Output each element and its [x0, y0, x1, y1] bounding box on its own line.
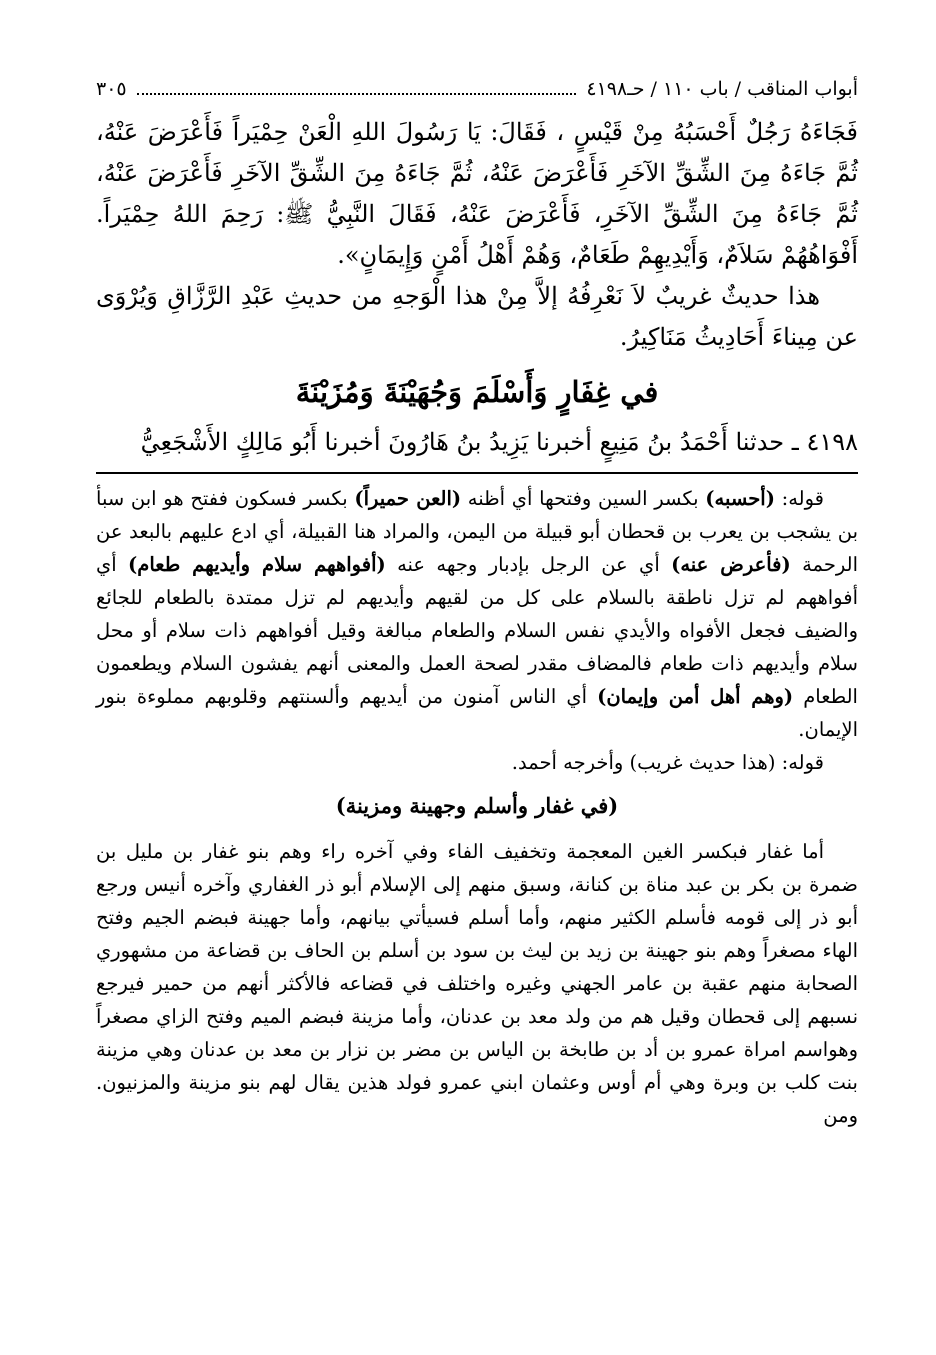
- commentary-subheading: (في غفار وأسلم وجهينة ومزينة): [335, 793, 619, 818]
- running-header: [96, 78, 858, 112]
- commentary-text: بكسر فسكون ففتح هو ابن سبأ بن يشجب بن يعرب بن قحطان أبو قبيلة من اليمن، والمراد هنا القبيلة، أي ادع عليهم بالبعد عن الرحمة: [96, 487, 858, 576]
- book-page: [96, 78, 858, 1132]
- header-dot-leader: [137, 93, 577, 95]
- commentary-keyword: (وهم أهل أمن وإيمان): [597, 685, 794, 708]
- commentary-keyword: (أحسبه): [705, 487, 775, 510]
- commentary-paragraph-1: [96, 482, 858, 746]
- isnad-line: ٤١٩٨ ـ حدثنا أَحْمَدُ بنُ مَنِيعٍ أخبرنا يَزِيدُ بنُ هَارُونَ أخبرنا أَبُو مَالِكٍ الأَشْجَعِيُّ: [140, 428, 858, 456]
- commentary-keyword: (فأعرض عنه): [671, 553, 791, 576]
- commentary-text: أي أفواههم لم تزل ناطقة بالسلام على كل من لقيهم وأيديهم لم تزل ممتدة بالطعام للجائع والضيف فجعل الأفواه والأيدي نفس السلام والطعام مبالغة وقيل أفواههم ذات سلام أو محل سلام وأيديهم ذات طعام فالمضاف مقدر لصحة العمل والمعنى أنهم يفشون السلام ويطعمون الطعام: [96, 553, 858, 708]
- commentary-text: بكسر السين وفتحها أي أظنه: [461, 487, 706, 510]
- commentary: [96, 482, 858, 1132]
- tirmidhi-note: هذا حديثٌ غريبٌ لاَ نَعْرِفُهُ إلاَّ مِنْ هذا الْوَجهِ من حديثِ عَبْدِ الرَّزَّاقِ وَيُرْوَى عن مِيناءَ أَحَادِيثُ مَنَاكِيرُ.: [96, 282, 858, 351]
- commentary-keyword: (العن حميراً): [354, 487, 462, 510]
- commentary-text: أي الناس آمنون من أيديهم وألسنتهم وقلوبهم مملوءة بنور الإيمان.: [96, 685, 858, 741]
- running-title: أبواب المناقب / باب ١١٠ / حـ٤١٩٨: [586, 78, 858, 100]
- chapter-title: في غِفَارٍ وَأَسْلَمَ وَجُهَيْنَةَ وَمُزَيْنَةَ: [295, 375, 659, 409]
- page-number: ٣٠٥: [96, 78, 127, 100]
- commentary-keyword: (أفواههم سلام وأيديهم طعام): [128, 553, 386, 576]
- commentary-paragraph-3: أما غفار فبكسر الغين المعجمة وتخفيف الفاء وفي آخره راء وهم بنو غفار بن مليل بن ضمرة بن بكر بن عبد مناة بن كنانة، وسبق منهم إلى الإسلام أبو ذر الغفاري وآخره أنيس ورجع أبو ذر إلى قومه فأسلم الكثير منهم، وأما أسلم فسيأتي بيانهم، وأما جهينة فبضم الجيم وفتح الهاء مصغراً وهم بنو جهينة بن زيد بن ليث بن سود بن أسلم بن الحاف بن قضاعة من مشهوري الصحابة منهم عقبة بن عامر الجهني وغيره واختلف في قضاعه فالأكثر أنهم من حمير فيرجع نسبهم إلى قحطان وقيل هم من ولد معد بن عدنان، وأما مزينة فبضم الميم وفتح الزاي مصغراً وهواسم امراة عمرو بن أد بن طابخة بن الياس بن مضر بن نزار بن معد بن عدنان وهي مزينة بنت كلب بن وبرة وهي أم أوس وعثمان ابني عمرو فولد هذين يقال لهم بنو مزينة والمزنيون. ومن: [96, 840, 858, 1127]
- footnote-divider: [96, 472, 858, 474]
- commentary-text: قوله:: [774, 487, 825, 510]
- hadith-text: فَجَاءَهُ رَجُلٌ أَحْسَبُهُ مِنْ قَيْسٍ ، فَقَالَ: يَا رَسُولَ اللهِ الْعَنْ حِمْيَراً فَأَعْرَضَ عَنْهُ، ثُمَّ جَاءَهُ مِنَ الشِّقِّ الآخَرِ فَأَعْرَضَ عَنْهُ، ثُمَّ جَاءَهُ مِنَ الشِّقِّ الآخَرِ فَأَعْرَضَ عَنْهُ، ثُمَّ جَاءَهُ مِنَ الشِّقِّ الآخَرِ، فَأَعْرَضَ عَنْهُ، فَقَالَ النَّبِيُّ ﷺ: رَحِمَ اللهُ حِمْيَراً. أَفْوَاهُهُمْ سَلاَمٌ، وَأَيْدِيهِمْ طَعَامٌ، وَهُمْ أَهْلُ أَمْنٍ وَإِيمَانٍ».: [96, 118, 858, 269]
- commentary-text: أي عن الرجل بإدبار وجهه عنه: [385, 553, 672, 576]
- commentary-paragraph-2: قوله: (هذا حديث غريب) وأخرجه أحمد.: [511, 751, 824, 774]
